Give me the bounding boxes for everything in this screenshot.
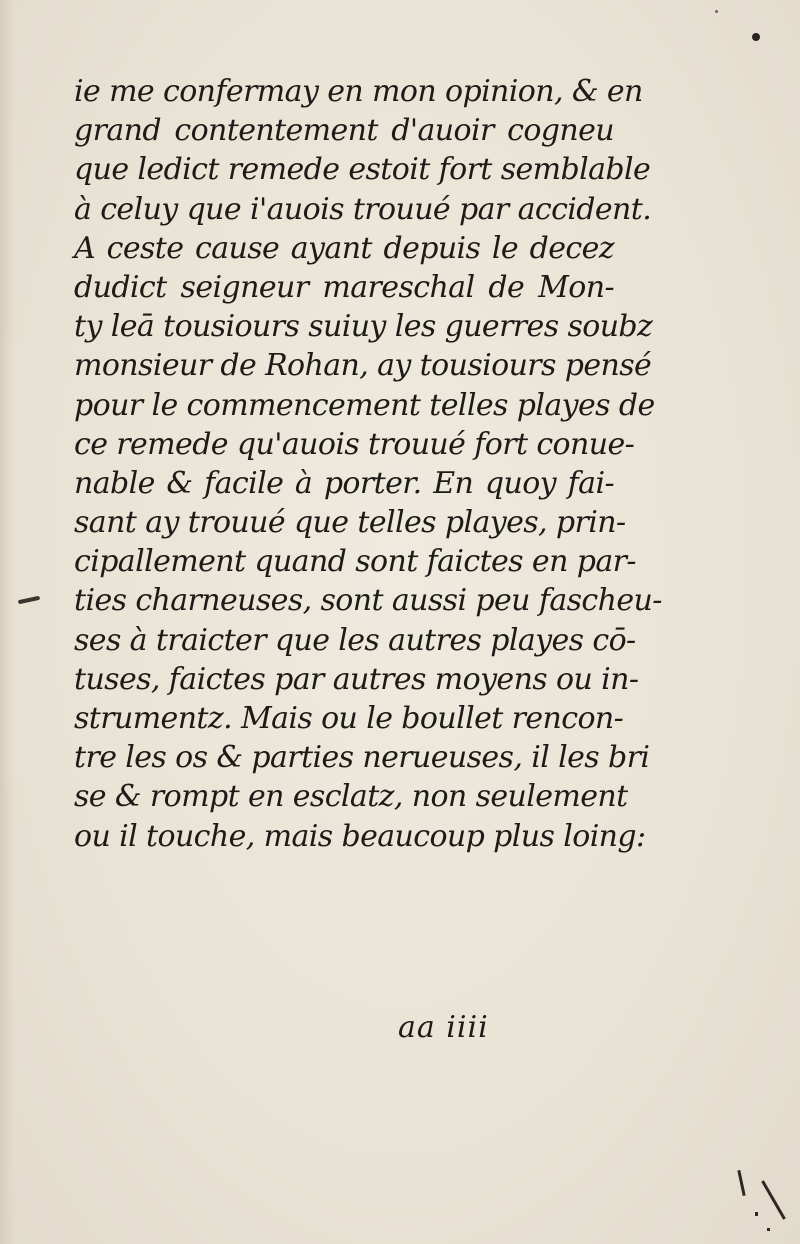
text-line: monsieur de Rohan, ay tousiours pensé [74,348,652,384]
text-line: à celuy que i'auois trouué par accident. [74,191,652,227]
text-line: ties charneuses, sont aussi peu fascheu- [74,583,662,619]
text-line: A ceste cause ayant depuis le decez [74,230,614,266]
text-line: ie me confermay en mon opinion, & en [74,74,643,109]
ink-speck [767,1228,770,1231]
signature-mark: aa iiii [398,1010,489,1045]
text-line: tre les os & parties nerueuses, il les bri [74,740,650,776]
text-line: grand contentement d'auoir cogneu [74,113,614,149]
text-line: strumentz. Mais ou le boullet rencon- [74,701,624,736]
ink-speck [755,1212,758,1216]
margin-tick [18,596,40,604]
text-line: ty leā tousiours suiuy les guerres soubz [74,309,653,345]
body-text [74,72,662,856]
text-line: dudict seigneur mareschal de Mon- [74,269,614,305]
ink-dot [752,33,760,41]
text-line: cipallement quand sont faictes en par- [74,544,636,580]
text-line: ses à traicter que les autres playes cō- [74,622,636,658]
text-line: sant ay trouué que telles playes, prin- [74,505,626,541]
ink-speck [715,10,718,13]
text-line: que ledict remede estoit fort semblable [74,152,651,188]
ink-scratch [761,1180,786,1220]
text-line: se & rompt en esclatz, non seulement [74,779,628,815]
text-line: ou il touche, mais beaucoup plus loing: [74,818,646,854]
text-line: nable & facile à porter. En quoy fai- [74,465,614,501]
ink-scratch [737,1170,745,1196]
text-line: tuses, faictes par autres moyens ou in- [74,661,639,697]
page-gutter-shadow [0,0,14,1244]
text-line: pour le commencement telles playes de [74,387,655,423]
text-line: ce remede qu'auois trouué fort conue- [74,426,635,462]
